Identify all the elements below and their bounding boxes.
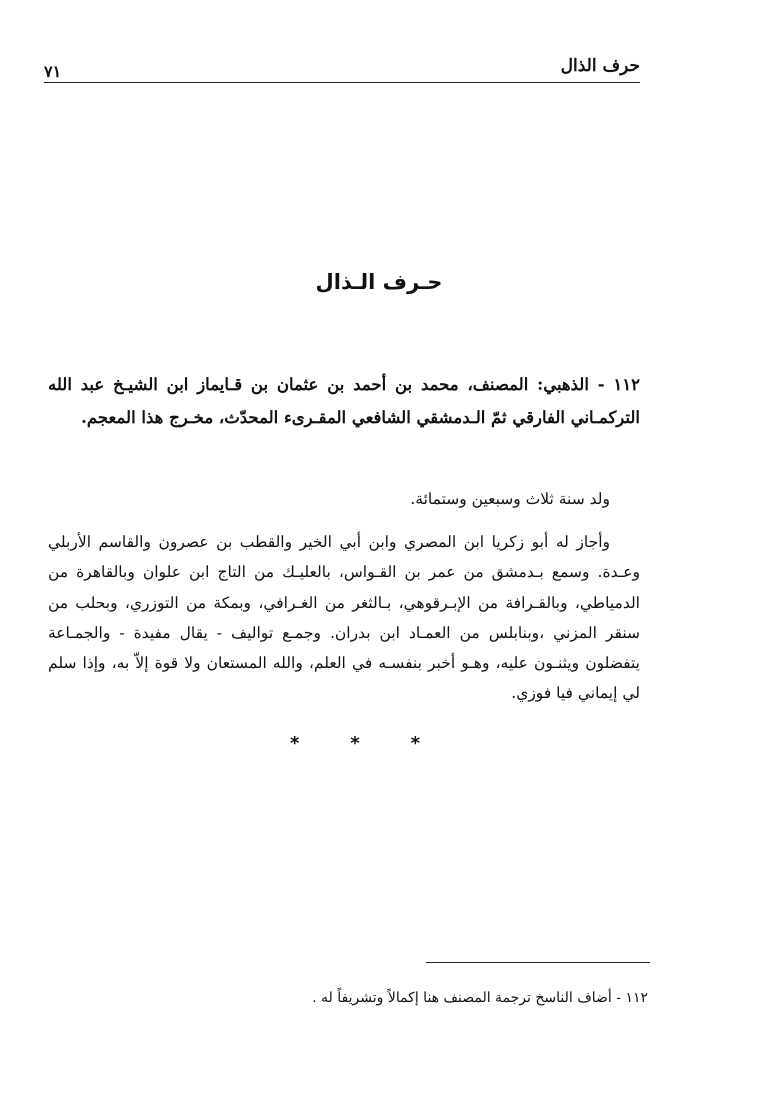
ornament-star-icon: *: [290, 733, 300, 754]
ornament-star-icon: *: [410, 733, 420, 754]
chapter-title: حـرف الـذال: [315, 270, 443, 294]
running-title: حرف الذال: [560, 56, 640, 76]
page-number: ٧١: [44, 62, 62, 81]
birth-paragraph: [48, 484, 640, 514]
details-paragraph: [48, 527, 640, 709]
running-header: [44, 52, 640, 83]
entry-heading-block: [48, 368, 640, 434]
footnote-divider: [426, 962, 650, 963]
ornament-star-icon: *: [350, 733, 360, 754]
birth-text: ولد سنة ثلاث وسبعين وستمائة.: [410, 490, 610, 508]
footnote: ١١٢ - أضاف الناسخ ترجمة المصنف هنا إكمالاً وتشريفاً له .: [312, 990, 648, 1006]
section-end-ornaments: [290, 733, 420, 754]
details-text: وأجاز له أبو زكريا ابن المصري وابن أبي الخير والقطب بن عصرون والقاسم الأربلي وعـدة. وسمع بـدمشق من عمر بن القـواس، بالعليـك من التاج ابن علوان وبالقاهرة من الدمياطي، وبالقـرافة من الإبـرقوهي، بـالثغر من الغـرافي، وبمكة من التوزري، وبحلب من سنقر المزني ،وبنابلس من العمـاد ابن بدران. وجمـع تواليف - يقال مفيدة - والجمـاعة يتفضلون ويثنـون عليه، وهـو أخبر بنفسـه في العلم، والله المستعان ولا قوة إلاّ به، وإذا سلم لي إيماني فيا فوزي.: [48, 533, 640, 703]
entry-heading-text: ١١٢ - الذهبي: المصنف، محمد بن أحمد بن عثمان بن قـايماز ابن الشيـخ عبد الله التركمـاني الفارقي ثمّ الـدمشقي الشافعي المقـرىء المحدّث، مخـرج هذا المعجم.: [48, 375, 640, 427]
